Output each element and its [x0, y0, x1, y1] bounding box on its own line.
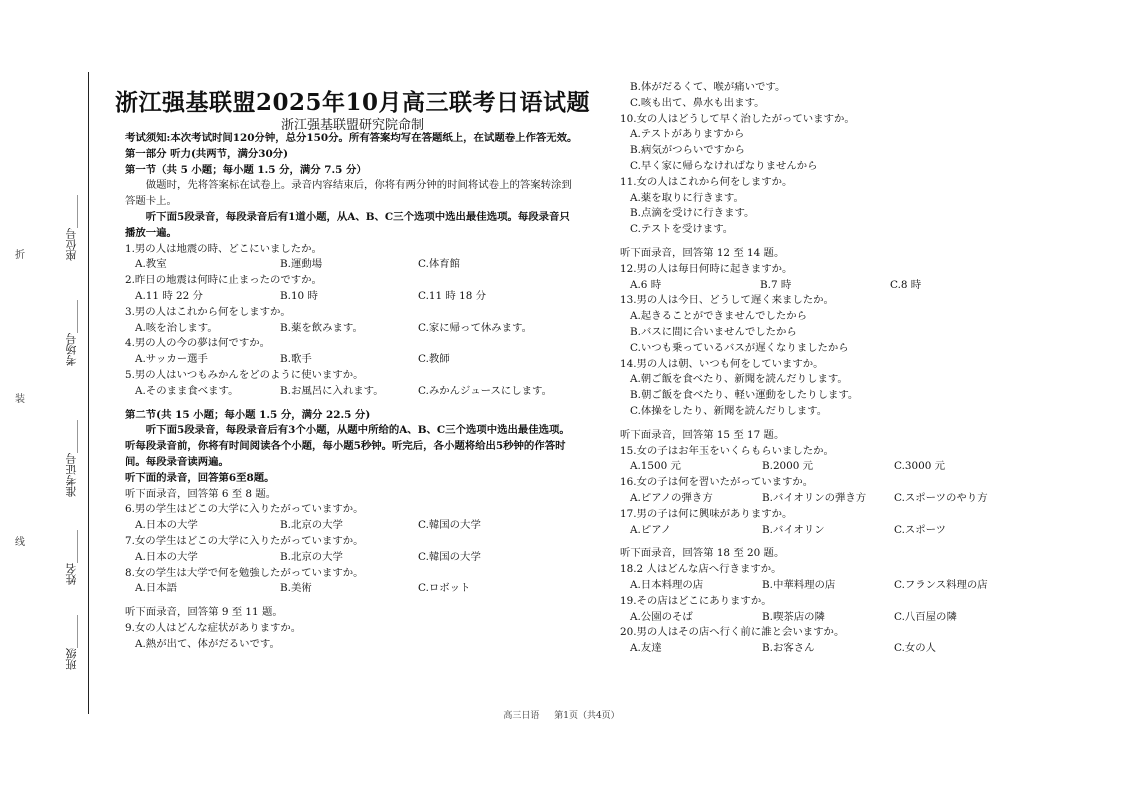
- binding-line: [88, 72, 89, 714]
- question-10: 10.女の人はどうして早く治したがっていますか。: [620, 112, 855, 125]
- question-13: 13.男の人は今日、どうして遅く来ましたか。: [620, 294, 834, 307]
- question-19-options: [620, 610, 1100, 626]
- option-b[interactable]: B.10 時: [280, 289, 318, 302]
- option-a[interactable]: A.テストがありますから: [630, 128, 745, 141]
- footer-page-number: 第1页（共4页）: [554, 711, 620, 721]
- question-15-options: [620, 459, 1100, 475]
- option-c[interactable]: C.体育館: [418, 258, 461, 271]
- question-7-options: [125, 550, 580, 566]
- question-2: 2.昨日の地震は何時に止まったのですか。: [125, 274, 322, 287]
- question-12-options: [620, 278, 1100, 294]
- question-14-option-b-row: [620, 388, 1100, 404]
- question-14-option-c-row: [620, 404, 1100, 420]
- option-c[interactable]: C.ロボット: [418, 582, 471, 595]
- question-17: 17.男の子は何に興味がありますか。: [620, 507, 793, 520]
- question-6: 6.男の学生はどこの大学に入りたがっていますか。: [125, 503, 364, 516]
- question-10-option-a-row: [620, 127, 1100, 143]
- name-field[interactable]: 姓名______: [65, 530, 78, 585]
- bind-mark: 装: [15, 394, 25, 405]
- question-11: 11.女の人はこれから何をしますか。: [620, 175, 793, 188]
- option-c[interactable]: C.女の人: [894, 642, 937, 655]
- question-4-options: [125, 352, 580, 368]
- admission-number-label: 准考证号: [65, 453, 78, 497]
- question-9-option-b-row: [620, 80, 1100, 96]
- option-a[interactable]: A.日本の大学: [135, 550, 198, 563]
- question-13-option-a-row: [620, 309, 1100, 325]
- question-13-option-c-row: [620, 341, 1100, 357]
- option-a[interactable]: A.日本料理の店: [630, 578, 704, 591]
- line-mark: 线: [15, 537, 25, 548]
- option-c[interactable]: C.フランス料理の店: [894, 578, 988, 591]
- listen-18-20: 听下面录音，回答第 18 至 20 题。: [620, 547, 785, 560]
- question-14-option-a-row: [620, 372, 1100, 388]
- option-c[interactable]: C.教師: [418, 353, 450, 366]
- right-column: [620, 80, 1100, 657]
- question-10-option-b-row: [620, 143, 1100, 159]
- section1-directions: 听下面5段录音，每段录音后有1道小题，从A、B、C三个选项中选出最佳选项。每段录音只播放一遍。: [125, 210, 570, 239]
- listen-12-14: 听下面录音，回答第 12 至 14 题。: [620, 246, 785, 259]
- option-b[interactable]: B.バイオリンの弾き方: [762, 491, 867, 504]
- option-b[interactable]: B.喫茶店の隣: [762, 610, 825, 623]
- admission-number-field[interactable]: 准考证号______: [65, 420, 78, 497]
- question-5-options: [125, 384, 580, 400]
- class-field[interactable]: 班级______: [65, 615, 78, 670]
- option-a[interactable]: A.そのまま食べます。: [135, 384, 239, 397]
- option-b[interactable]: B.朝ご飯を食べたり、軽い運動をしたりします。: [630, 389, 859, 402]
- option-b[interactable]: B.北京の大学: [280, 550, 343, 563]
- option-b[interactable]: B.中華料理の店: [762, 578, 836, 591]
- listen-15-17: 听下面录音，回答第 15 至 17 题。: [620, 428, 785, 441]
- question-1-options: [125, 257, 580, 273]
- option-b[interactable]: B.お客さん: [762, 642, 815, 655]
- listen-6-8: 听下面录音，回答第 6 至 8 题。: [125, 487, 277, 500]
- question-3: 3.男の人はこれから何をしますか。: [125, 305, 291, 318]
- question-16: 16.女の子は何を習いたがっていますか。: [620, 476, 814, 489]
- option-b[interactable]: B.運動場: [280, 258, 323, 271]
- question-20: 20.男の人はその店へ行く前に誰と会いますか。: [620, 626, 845, 639]
- question-8: 8.女の学生は大学で何を勉強したがっていますか。: [125, 566, 364, 579]
- name-label: 姓名: [65, 563, 78, 585]
- question-2-options: [125, 289, 580, 305]
- question-18: 18.2 人はどんな店へ行きますか。: [620, 563, 782, 576]
- class-label: 班级: [65, 648, 78, 670]
- option-c[interactable]: C.体操をしたり、新聞を読んだりします。: [630, 404, 828, 417]
- option-c[interactable]: C.早く家に帰らなければなりませんから: [630, 159, 818, 172]
- option-a[interactable]: A.1500 元: [630, 460, 681, 473]
- option-a[interactable]: A.11 時 22 分: [135, 289, 203, 302]
- option-a[interactable]: A.公園のそば: [630, 610, 693, 623]
- option-a[interactable]: A.6 時: [630, 278, 662, 291]
- part1-title: 第一部分 听力(共两节，满分30分): [125, 147, 288, 160]
- option-a[interactable]: A.日本語: [135, 582, 177, 595]
- exam-notice: 考试须知:本次考试时间120分钟，总分150分。所有答案均写在答题纸上，在试题卷上作答无效。: [125, 132, 578, 144]
- option-c[interactable]: C.みかんジュースにします。: [418, 384, 553, 397]
- option-c[interactable]: C.テストを受けます。: [630, 223, 734, 236]
- option-b[interactable]: B.2000 元: [762, 460, 814, 473]
- question-9: 9.女の人はどんな症状がありますか。: [125, 621, 302, 634]
- question-15: 15.女の子はお年玉をいくらもらいましたか。: [620, 444, 834, 457]
- option-c[interactable]: C.咳も出て、鼻水も出ます。: [630, 96, 765, 109]
- option-b[interactable]: B.バイオリン: [762, 523, 825, 536]
- question-4: 4.男の人の今の夢は何ですか。: [125, 337, 270, 350]
- question-19: 19.その店はどこにありますか。: [620, 594, 772, 607]
- question-8-options: [125, 581, 580, 597]
- option-b[interactable]: B.点滴を受けに行きます。: [630, 207, 755, 220]
- page-footer: [0, 708, 1123, 721]
- option-b[interactable]: B.病気がつらいですから: [630, 144, 745, 157]
- option-b[interactable]: B.美術: [280, 582, 312, 595]
- question-11-option-c-row: [620, 222, 1100, 238]
- question-17-options: [620, 523, 1100, 539]
- option-a[interactable]: A.朝ご飯を食べたり、新聞を読んだりします。: [630, 373, 848, 386]
- seat-number-field[interactable]: 座位号______: [65, 195, 78, 261]
- option-b[interactable]: B.薬を飲みます。: [280, 321, 363, 334]
- option-c[interactable]: C.八百屋の隣: [894, 610, 957, 623]
- section2-title: 第二节(共 15 小题；每小题 1.5 分，满分 22.5 分): [125, 408, 371, 421]
- fold-mark: 折: [15, 250, 25, 261]
- page-subtitle: 浙江强基联盟研究院命制: [280, 118, 424, 133]
- option-b[interactable]: B.体がだるくて、喉が痛いです。: [630, 81, 786, 93]
- option-b[interactable]: B.お風呂に入れます。: [280, 384, 384, 397]
- question-11-option-a-row: [620, 191, 1100, 207]
- section1-instruction: 做题时，先将答案标在试卷上。录音内容结束后，你将有两分钟的时间将试卷上的答案转涂到答题卡上。: [125, 179, 572, 208]
- option-b[interactable]: B.7 時: [760, 278, 792, 291]
- question-6-options: [125, 518, 580, 534]
- option-a[interactable]: A.教室: [135, 258, 167, 271]
- option-c[interactable]: C.韓国の大学: [418, 519, 481, 532]
- page-title: 浙江强基联盟2025年10月高三联考日语试题: [114, 89, 591, 116]
- option-c[interactable]: C.11 時 18 分: [418, 289, 487, 302]
- option-a[interactable]: A.サッカー選手: [135, 353, 208, 366]
- section2-group-note: 听下面的录音，回答第6至8题。: [125, 471, 275, 484]
- option-c[interactable]: C.いつも乗っているバスが遅くなりましたから: [630, 341, 849, 354]
- question-20-options: [620, 641, 1100, 657]
- listen-9-11: 听下面录音，回答第 9 至 11 题。: [125, 606, 283, 619]
- question-14: 14.男の人は朝、いつも何をしていますか。: [620, 357, 824, 370]
- option-b[interactable]: B.北京の大学: [280, 519, 343, 532]
- left-column: [125, 131, 580, 653]
- option-c[interactable]: C.韓国の大学: [418, 550, 481, 563]
- question-7: 7.女の学生はどこの大学に入りたがっていますか。: [125, 534, 364, 547]
- option-b[interactable]: B.歌手: [280, 353, 312, 366]
- question-18-options: [620, 578, 1100, 594]
- question-3-options: [125, 321, 580, 337]
- option-b[interactable]: B.バスに間に合いませんでしたから: [630, 325, 797, 338]
- option-a[interactable]: A.熱が出て、体がだるいです。: [135, 637, 280, 650]
- question-1: 1.男の人は地震の時、どこにいましたか。: [125, 242, 322, 255]
- question-16-options: [620, 491, 1100, 507]
- exam-room-label: 考场号: [65, 333, 78, 366]
- option-c[interactable]: C.家に帰って休みます。: [418, 321, 532, 334]
- question-9-option-c-row: [620, 96, 1100, 112]
- question-5: 5.男の人はいつもみかんをどのように使いますか。: [125, 368, 364, 381]
- section1-title: 第一节（共 5 小题；每小题 1.5 分，满分 7.5 分）: [125, 163, 367, 176]
- option-a[interactable]: A.咳を治します。: [135, 321, 218, 334]
- option-a[interactable]: A.ピアノの弾き方: [630, 491, 713, 504]
- option-c[interactable]: C.スポーツのやり方: [894, 491, 988, 504]
- option-c[interactable]: C.8 時: [890, 278, 922, 291]
- question-13-option-b-row: [620, 325, 1100, 341]
- seat-number-label: 座位号: [65, 228, 78, 261]
- option-c[interactable]: C.3000 元: [894, 460, 946, 473]
- question-12: 12.男の人は毎日何時に起きますか。: [620, 262, 793, 275]
- option-c[interactable]: C.スポーツ: [894, 523, 947, 536]
- section2-directions: 听下面5段录音，每段录音后有3个小题，从题中所给的A、B、C三个选项中选出最佳选项。听每段录音前，你将有时间阅读各个小题，每小题5秒钟。听完后，各小题将给出5秒钟的作答时间。每段录音读两遍。: [125, 424, 570, 468]
- option-a[interactable]: A.薬を取りに行きます。: [630, 191, 744, 204]
- question-10-option-c-row: [620, 159, 1100, 175]
- option-a[interactable]: A.日本の大学: [135, 519, 198, 532]
- option-a[interactable]: A.友達: [630, 642, 662, 655]
- question-9-option-a-row: [125, 637, 580, 653]
- option-a[interactable]: A.起きることができませんでしたから: [630, 310, 808, 323]
- exam-room-field[interactable]: 考场号______: [65, 300, 78, 366]
- option-a[interactable]: A.ピアノ: [630, 523, 672, 536]
- footer-subject: 高三日语: [503, 711, 540, 721]
- question-11-option-b-row: [620, 206, 1100, 222]
